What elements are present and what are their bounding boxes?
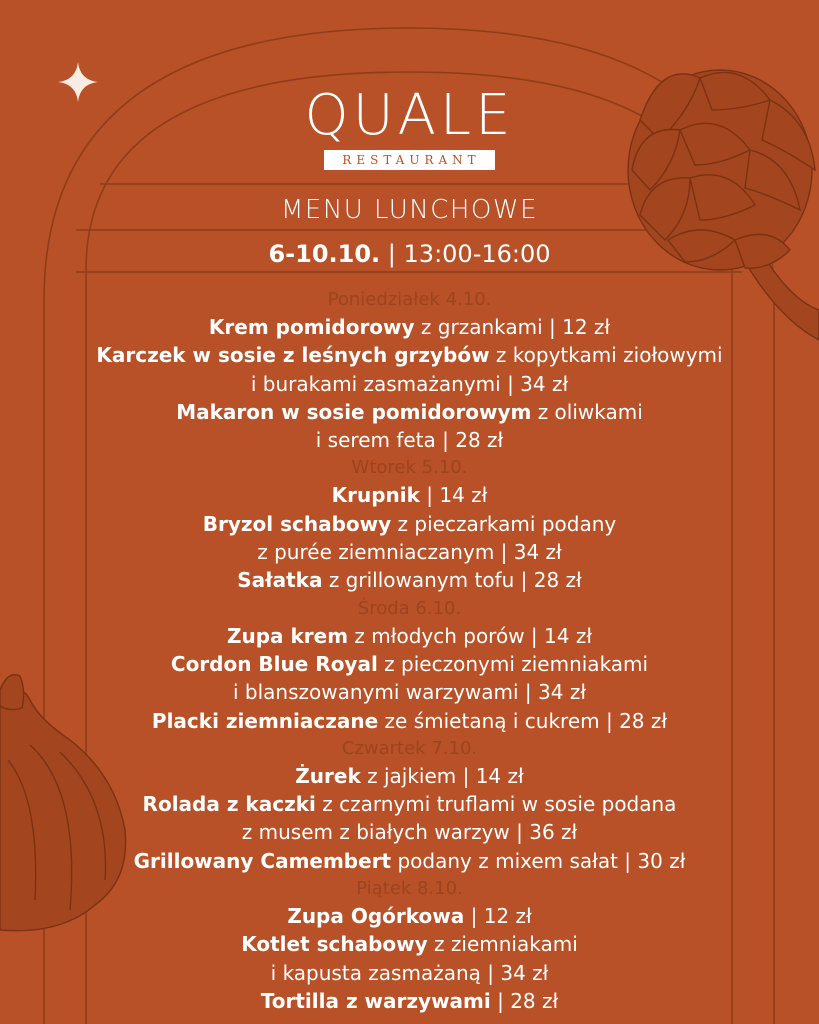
dish-line <box>0 481 819 509</box>
dish-details: z jajkiem | 14 zł <box>360 763 524 788</box>
dish-name: Makaron w sosie pomidorowym <box>176 399 532 424</box>
day-section <box>0 454 819 594</box>
menu-title: MENU LUNCHOWE <box>280 195 539 225</box>
day-label: Poniedziałek 4.10. <box>327 289 492 310</box>
dish-name: Tortilla z warzywami <box>260 988 491 1013</box>
dish-details: z ziemniakami <box>427 932 578 957</box>
logo-tagline: RESTAURANT <box>324 150 494 170</box>
dish-line <box>0 987 819 1015</box>
day-label: Środa 6.10. <box>357 597 462 619</box>
dish-details: z pieczonymi ziemniakami <box>377 651 649 676</box>
dish-line <box>0 847 819 875</box>
dish-details: | 12 zł <box>464 904 532 929</box>
dish-details: ze śmietaną i cukrem | 28 zł <box>378 708 668 733</box>
dish-name: Kotlet schabowy <box>241 932 428 957</box>
dish-name: Bryzol schabowy <box>202 511 392 536</box>
dish-details: z purée ziemniaczanym | 34 zł <box>257 540 562 565</box>
dish-details: z grzankami | 12 zł <box>414 315 611 339</box>
dish-line <box>0 538 819 566</box>
dish-line <box>0 762 819 790</box>
day-label: Piątek 8.10. <box>356 878 463 900</box>
dish-details: i burakami zasmażanymi | 34 zł <box>250 371 569 396</box>
dish-line <box>0 622 819 650</box>
dish-name: Zupa Ogórkowa <box>287 904 465 929</box>
dish-line <box>0 370 819 398</box>
dish-line <box>0 902 819 930</box>
dish-details: z kopytkami ziołowymi <box>489 343 723 368</box>
dish-line <box>0 650 819 678</box>
dish-name: Sałatka <box>237 568 323 593</box>
dish-name: Rolada z kaczki <box>142 792 316 817</box>
dish-line <box>0 398 819 426</box>
date-range <box>0 240 819 268</box>
logo-name: QUALE <box>304 83 515 148</box>
dish-details: z pieczarkami podany <box>391 511 617 536</box>
dish-name: Krupnik <box>331 483 420 508</box>
dish-line <box>0 426 819 454</box>
dish-name: Krem pomidorowy <box>208 315 415 339</box>
dish-details: i kapusta zasmażaną | 34 zł <box>270 960 549 985</box>
date-range-hours: 13:00-16:00 <box>403 240 551 268</box>
dish-name: Karczek w sosie z leśnych grzybów <box>96 343 490 368</box>
dish-line <box>0 510 819 538</box>
restaurant-logo <box>0 83 819 170</box>
dish-details: z musem z białych warzyw | 36 zł <box>241 820 578 845</box>
day-section <box>0 286 819 454</box>
dish-line <box>0 930 819 958</box>
dish-details: | 28 zł <box>490 988 559 1013</box>
dish-line <box>0 678 819 706</box>
dish-details: i blanszowanymi warzywami | 34 zł <box>232 680 587 705</box>
date-range-dates: 6-10.10. <box>268 240 381 268</box>
dish-name: Cordon Blue Royal <box>170 651 378 676</box>
day-label: Wtorek 5.10. <box>351 457 468 479</box>
dish-line <box>0 566 819 594</box>
dish-details: i serem feta | 28 zł <box>315 428 504 453</box>
dish-details: z grillowanym tofu | 28 zł <box>322 568 582 593</box>
dish-line <box>0 707 819 735</box>
dish-line <box>0 313 819 341</box>
dish-line <box>0 341 819 369</box>
dish-line <box>0 959 819 987</box>
dish-line <box>0 790 819 818</box>
dish-details: | 14 zł <box>419 483 488 508</box>
day-label: Czwartek 7.10. <box>341 737 478 759</box>
dish-details: z oliwkami <box>531 399 643 424</box>
date-range-separator: | <box>387 240 396 268</box>
day-section <box>0 595 819 735</box>
dish-details: z młodych porów | 14 zł <box>348 623 593 648</box>
dish-details: podany z mixem sałat | 30 zł <box>391 848 686 873</box>
day-section <box>0 735 819 875</box>
dish-name: Grillowany Camembert <box>133 848 392 873</box>
dish-line <box>0 818 819 846</box>
day-section <box>0 875 819 1015</box>
dish-name: Placki ziemniaczane <box>151 708 379 733</box>
dish-name: Żurek <box>295 763 361 788</box>
dish-details: z czarnymi truflami w sosie podana <box>315 792 677 817</box>
menu-content <box>0 286 819 1015</box>
dish-name: Zupa krem <box>226 623 349 648</box>
